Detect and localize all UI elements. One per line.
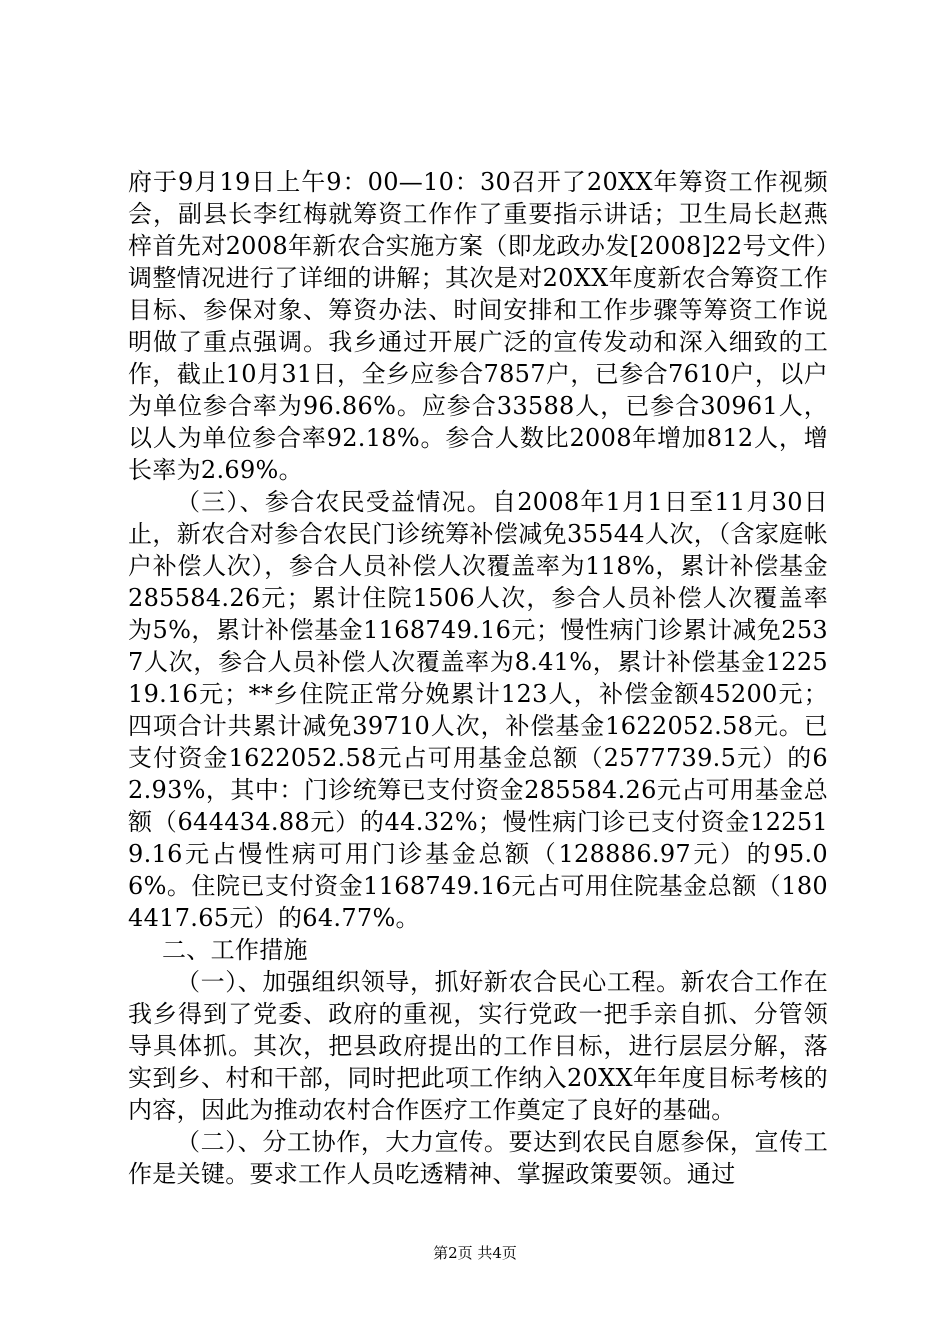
paragraph-enrollment-continued: 府于9月19日上午9：00—10：30召开了20XX年筹资工作视频会，副县长李红梅就筹资工作作了重要指示讲话；卫生局长赵燕梓首先对2008年新农合实施方案（即龙政办发[2008]22号文件）调整情况进行了详细的讲解；其次是对20XX年度新农合筹资工作目标、参保对象、筹资办法、时间安排和工作步骤等筹资工作说明做了重点强调。我乡通过开展广泛的宣传发动和深入细致的工作，截止10月31日，全乡应参合7857户，已参合7610户，以户为单位参合率为96.86%。应参合33588人，已参合30961人，以人为单位参合率92.18%。参合人数比2008年增加812人，增长率为2.69%。 (128, 168, 828, 484)
document-body (128, 166, 828, 1190)
paragraph-farmer-benefits: （三）、参合农民受益情况。自2008年1月1日至11月30日止，新农合对参合农民门诊统筹补偿减免35544人次，（含家庭帐户补偿人次），参合人员补偿人次覆盖率为118%，累计补偿基金285584.26元；累计住院1506人次，参合人员补偿人次覆盖率为5%，累计补偿基金1168749.16元；慢性病门诊累计减免2537人次，参合人员补偿人次覆盖率为8.41%，累计补偿基金122519.16元；**乡住院正常分娩累计123人，补偿金额45200元；四项合计共累计减免39710人次，补偿基金1622052.58元。已支付资金1622052.58元占可用基金总额（2577739.5元）的62.93%，其中：门诊统筹已支付资金285584.26元占可用基金总额（644434.88元）的44.32%；慢性病门诊已支付资金122519.16元占慢性病可用门诊基金总额（128886.97元）的95.06%。住院已支付资金1168749.16元占可用住院基金总额（1804417.65元）的64.77%。 (128, 488, 828, 932)
paragraph-organization-leadership: （一）、加强组织领导，抓好新农合民心工程。新农合工作在我乡得到了党委、政府的重视，实行党政一把手亲自抓、分管领导具体抓。其次，把县政府提出的工作目标，进行层层分解，落实到乡、村和干部，同时把此项工作纳入20XX年年度目标考核的内容，因此为推动农村合作医疗工作奠定了良好的基础。 (128, 968, 828, 1124)
section-heading-work-measures: 二、工作措施 (162, 936, 308, 964)
page-footer: 第2页 共4页 (433, 1244, 517, 1262)
paragraph-division-publicity: （二）、分工协作，大力宣传。要达到农民自愿参保，宣传工作是关键。要求工作人员吃透精神、掌握政策要领。通过 (128, 1128, 828, 1188)
